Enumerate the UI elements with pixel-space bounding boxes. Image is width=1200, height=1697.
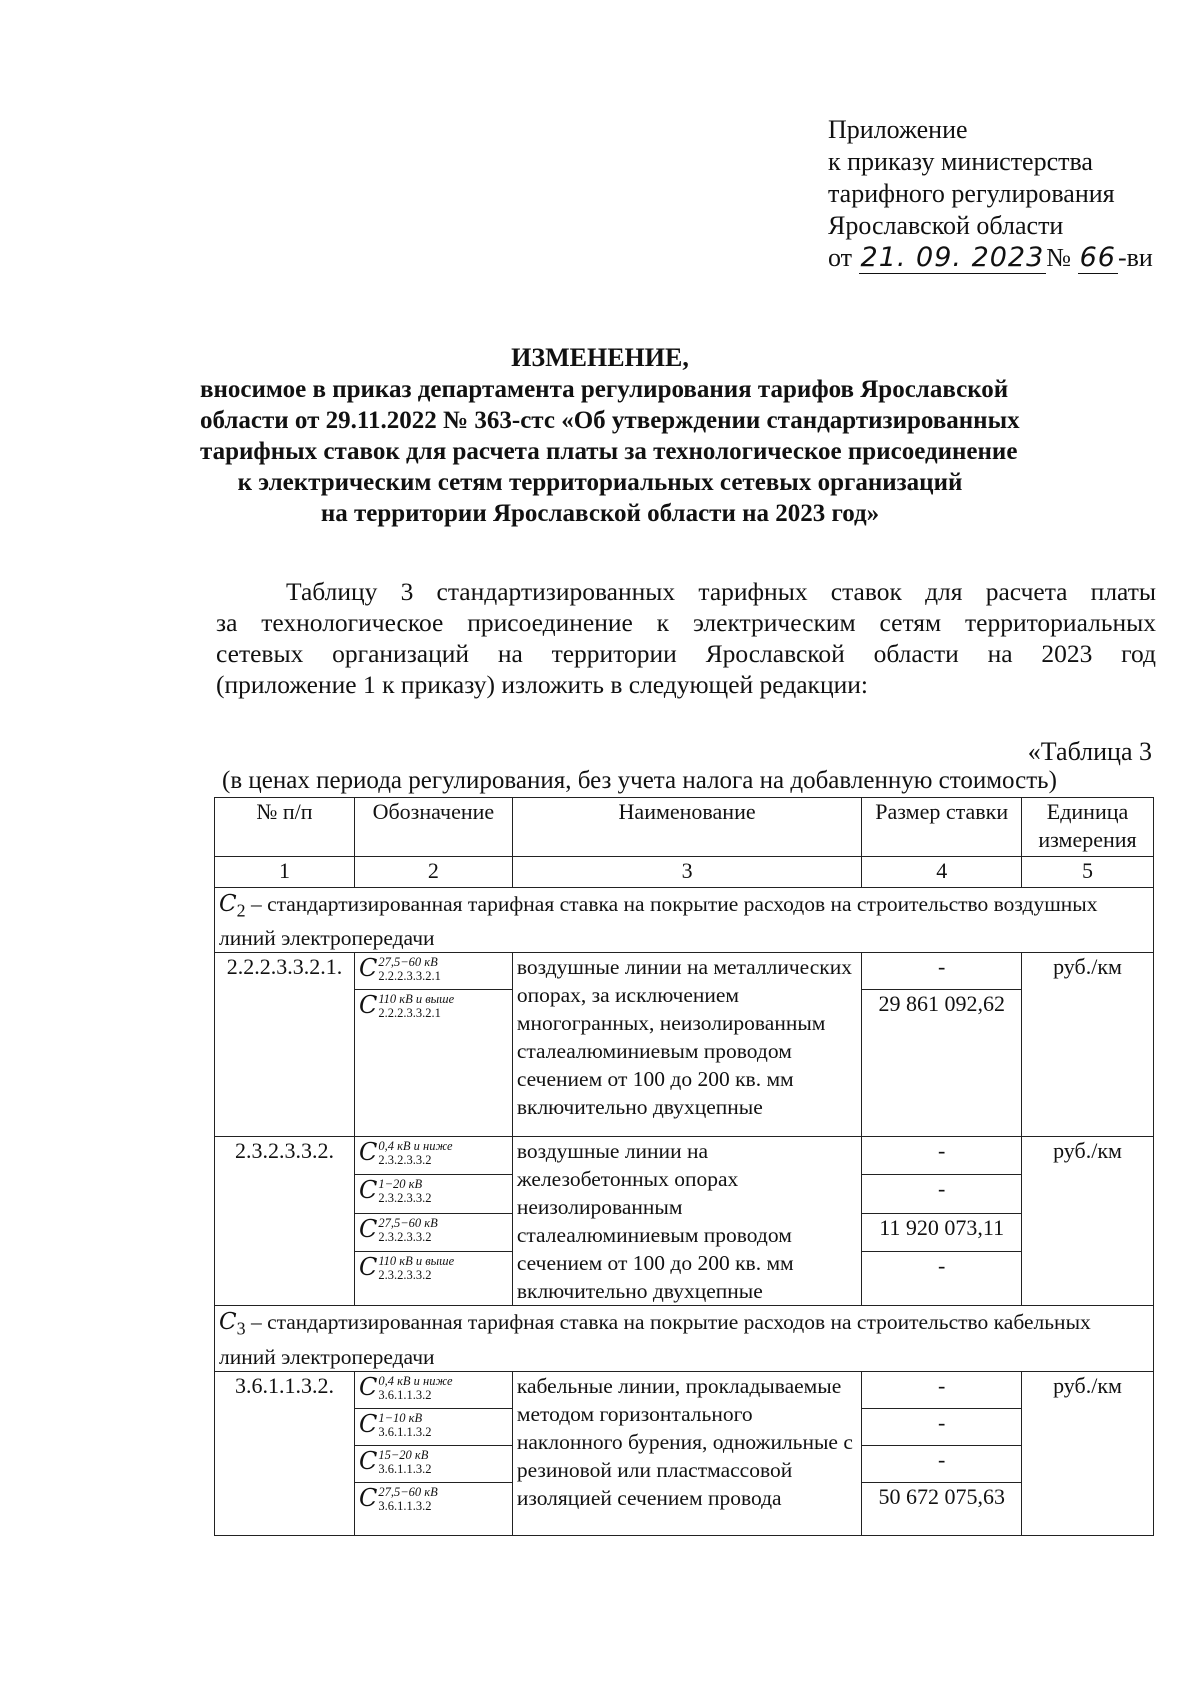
paragraph-line: за технологическое присоединение к электрическим сетям территориальных (216, 608, 1156, 637)
document-title (200, 342, 1020, 529)
title-line: вносимое в приказ департамента регулирования тарифов Ярославской (200, 376, 1009, 403)
date-prefix: от (828, 243, 853, 272)
appendix-line: к приказу министерства (828, 147, 1093, 176)
appendix-header (828, 114, 1153, 274)
tariff-table (214, 797, 1154, 1536)
title-line: области от 29.11.2022 № 363-стс «Об утверждении стандартизированных (200, 407, 1020, 434)
column-number: 3 (512, 857, 861, 888)
appendix-line: Приложение (828, 115, 968, 144)
appendix-line: Ярославской области (828, 211, 1064, 240)
rate-value: - (862, 1251, 1022, 1306)
designation-cell: C 0,4 кВ и ниже 3.6.1.1.3.2 (354, 1371, 512, 1408)
designation-cell: C 110 кВ и выше 2.3.2.3.3.2 (354, 1251, 512, 1306)
designation-cell: C 27,5−60 кВ 2.3.2.3.3.2 (354, 1213, 512, 1251)
section-c3: $C_3$ – стандартизированная тарифная ставка на покрытие расходов на строительство кабельных линий электропередачи (215, 1306, 1154, 1371)
handwritten-date: 21. 09. 2023 (860, 242, 1045, 273)
header-cell: № п/п (215, 798, 355, 857)
title-line: на территории Ярославской области на 2023 год» (320, 500, 880, 527)
row-number: 2.2.2.3.3.2.1. (215, 953, 355, 1137)
designation-cell: C 27,5−60 кВ 2.2.2.3.3.2.1 (354, 953, 512, 990)
title-line: тарифных ставок для расчета платы за технологическое присоединение (200, 438, 1018, 465)
designation-cell: C 0,4 кВ и ниже 2.3.2.3.3.2 (354, 1137, 512, 1175)
row-number: 2.3.2.3.3.2. (215, 1137, 355, 1306)
column-number: 1 (215, 857, 355, 888)
row-unit: руб./км (1022, 1371, 1154, 1535)
section-row (215, 888, 1154, 953)
number-suffix: -ви (1117, 243, 1153, 272)
rate-value: - (862, 1175, 1022, 1213)
header-cell: Обозначение (354, 798, 512, 857)
rate-value: 11 920 073,11 (862, 1213, 1022, 1251)
row-name: кабельные линии, прокладываемые методом горизонтального наклонного бурения, одножильные с резиновой или пластмассовой изоляцией сечением провода (512, 1371, 861, 1535)
table-row (215, 1371, 1154, 1408)
rate-value: - (862, 1371, 1022, 1408)
row-name: воздушные линии на железобетонных опорах неизолированным сталеалюминиевым проводом сечением от 100 до 200 кв. мм включительно двухцепные (512, 1137, 861, 1306)
paragraph-line: (приложение 1 к приказу) изложить в следующей редакции: (216, 670, 868, 699)
title-main: ИЗМЕНЕНИЕ, (511, 343, 689, 372)
table-subtitle: (в ценах периода регулирования, без учета налога на добавленную стоимость) (222, 767, 1057, 794)
title-line: к электрическим сетям территориальных сетевых организаций (237, 469, 963, 496)
section-row (215, 1306, 1154, 1371)
handwritten-number: 66 (1079, 242, 1116, 273)
column-number: 2 (354, 857, 512, 888)
row-number: 3.6.1.1.3.2. (215, 1371, 355, 1535)
header-cell: Единица измерения (1022, 798, 1154, 857)
designation-cell: C 110 кВ и выше 2.2.2.3.3.2.1 (354, 990, 512, 1137)
rate-value: - (862, 1445, 1022, 1482)
column-number: 5 (1022, 857, 1154, 888)
designation-cell: C 27,5−60 кВ 3.6.1.1.3.2 (354, 1482, 512, 1535)
row-unit: руб./км (1022, 953, 1154, 1137)
header-cell: Размер ставки (862, 798, 1022, 857)
designation-cell: C 15−20 кВ 3.6.1.1.3.2 (354, 1445, 512, 1482)
appendix-line: тарифного регулирования (828, 179, 1115, 208)
table-number-row (215, 857, 1154, 888)
table-label: «Таблица 3 (1027, 737, 1152, 766)
rate-value: 50 672 075,63 (862, 1482, 1022, 1535)
rate-value: - (862, 953, 1022, 990)
header-cell: Наименование (512, 798, 861, 857)
body-paragraph (216, 576, 1156, 700)
row-name: воздушные линии на металлических опорах, за исключением многогранных, неизолированным сталеалюминиевым проводом сечением от 100 до 200 кв. мм включительно двухцепные (512, 953, 861, 1137)
section-c2: $C_2$ – стандартизированная тарифная ставка на покрытие расходов на строительство воздушных линий электропередачи (215, 888, 1154, 953)
table-row (215, 1137, 1154, 1175)
column-number: 4 (862, 857, 1022, 888)
paragraph-line: Таблицу 3 стандартизированных тарифных ставок для расчета платы (286, 577, 1156, 606)
rate-value: - (862, 1408, 1022, 1445)
table-row (215, 953, 1154, 990)
appendix-date-line (828, 242, 1153, 274)
number-prefix: № (1046, 243, 1072, 272)
designation-cell: C 1−10 кВ 3.6.1.1.3.2 (354, 1408, 512, 1445)
paragraph-line: сетевых организаций на территории Ярославской области на 2023 год (216, 639, 1156, 668)
rate-value: - (862, 1137, 1022, 1175)
designation-cell: C 1−20 кВ 2.3.2.3.3.2 (354, 1175, 512, 1213)
rate-value: 29 861 092,62 (862, 990, 1022, 1137)
row-unit: руб./км (1022, 1137, 1154, 1306)
table-header-row (215, 798, 1154, 857)
